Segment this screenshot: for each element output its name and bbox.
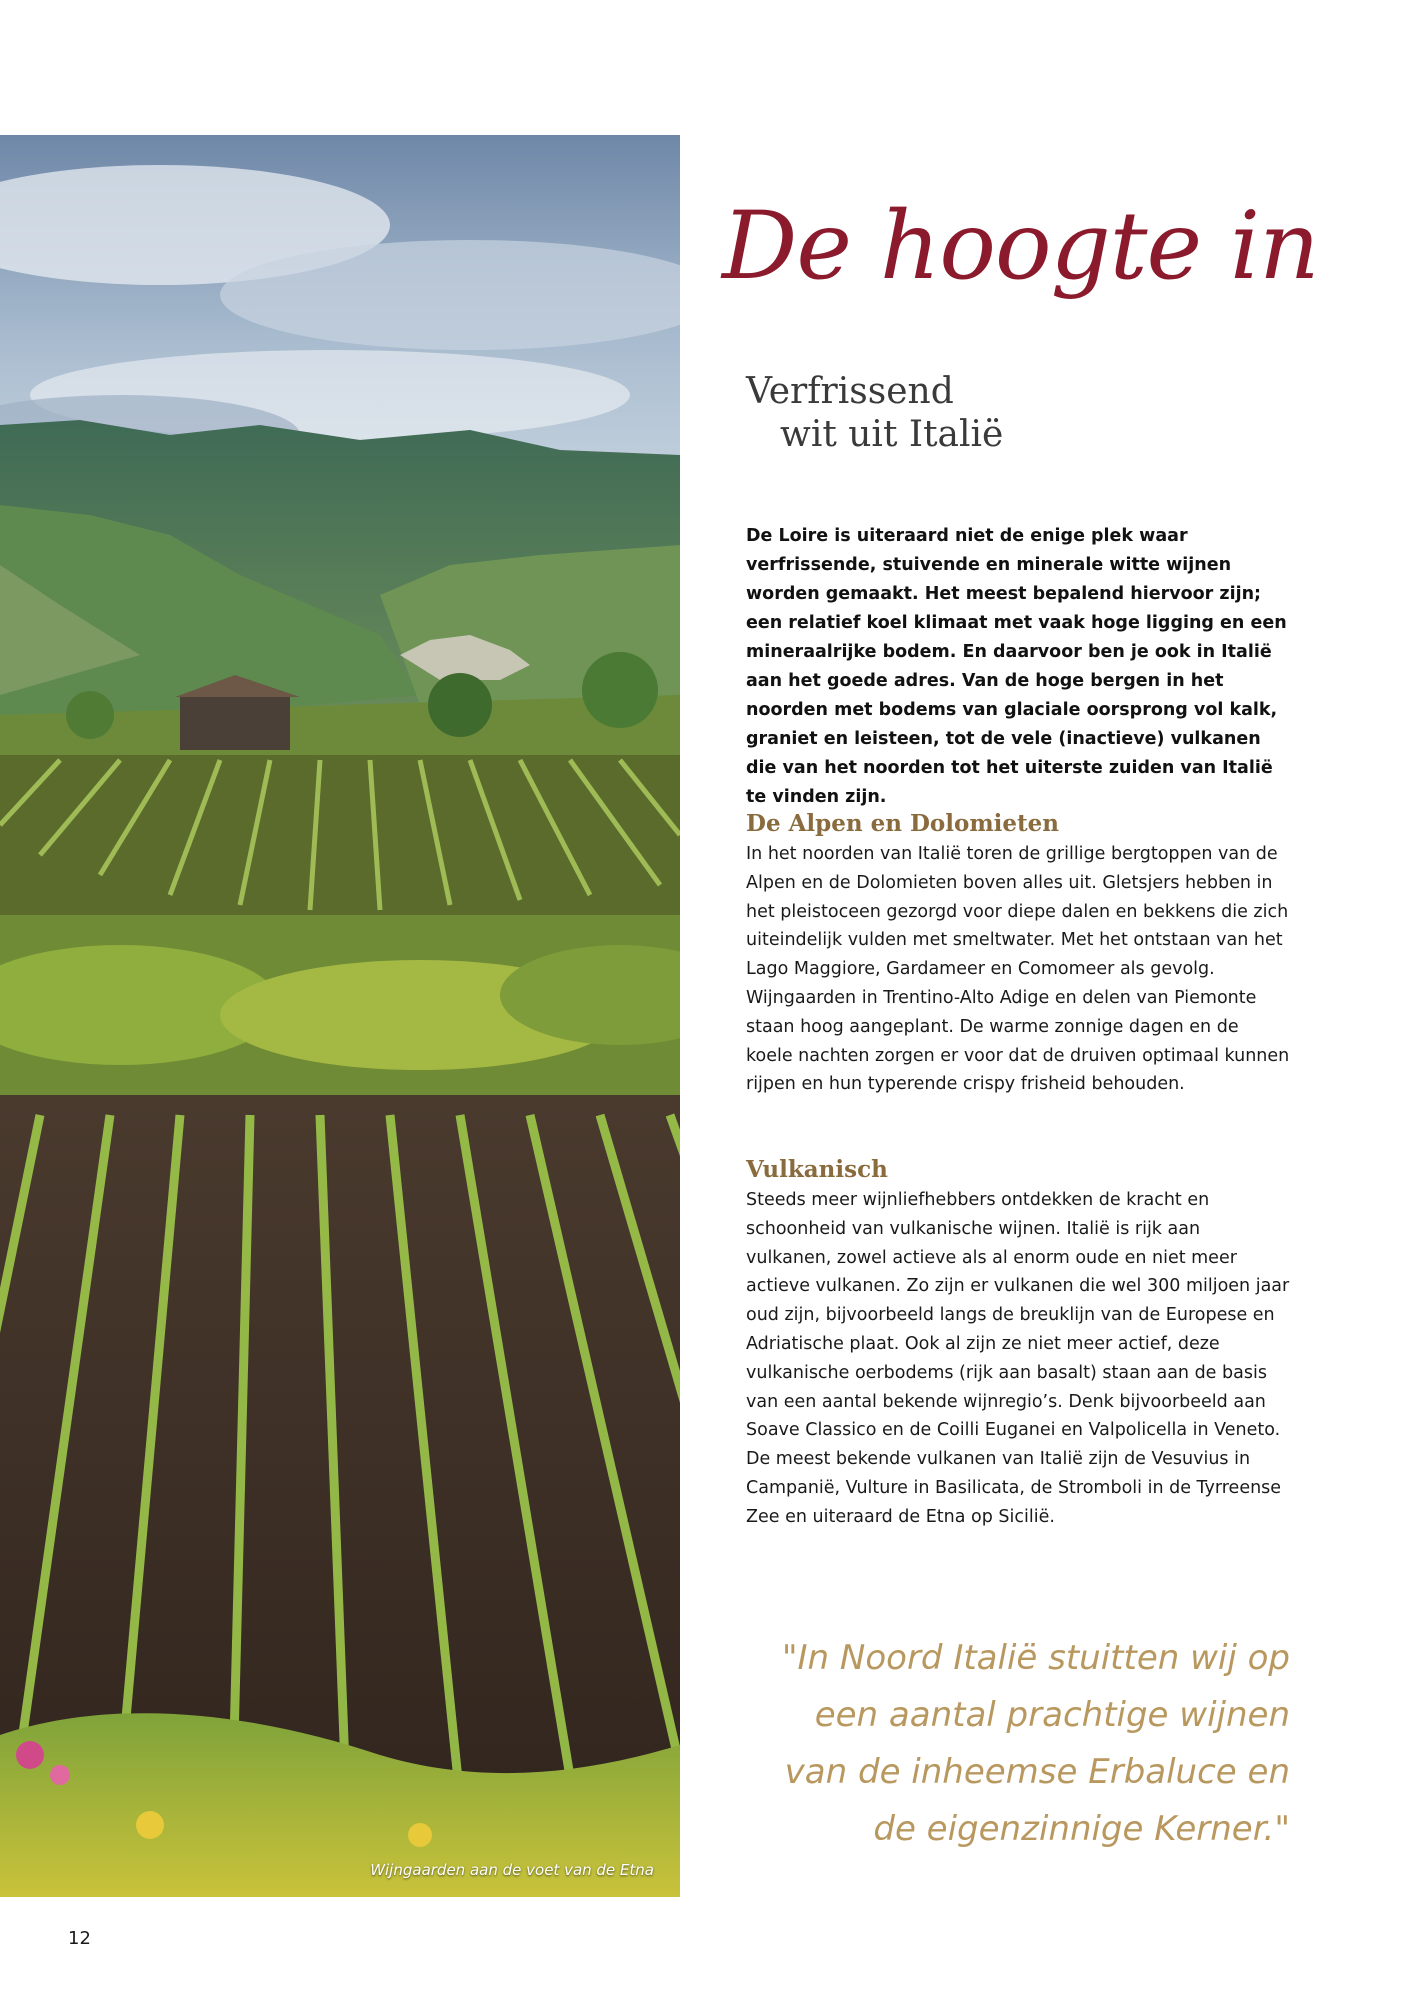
subtitle-line-1: Verfrissend [746,371,954,412]
pull-quote: "In Noord Italië stuitten wij op een aantal prachtige wijnen van de inheemse Erbaluce en de eigenzinnige Kerner." [781,1638,1290,1849]
photo-caption: Wijngaarden aan de voet van de Etna [370,1861,654,1879]
section-body: In het noorden van Italië toren de grillige bergtoppen van de Alpen en de Dolomieten boven alles uit. Gletsjers hebben in het pleistoceen gezorgd voor diepe dalen en bekkens die zich uiteindelijk vulden met smeltwater. Met het ontstaan van het Lago Maggiore, Gardameer en Comomeer als gevolg. Wijngaarden in Trentino-Alto Adige en delen van Piemonte staan hoog aangeplant. De warme zonnige dagen en de koele nachten zorgen er voor dat de druiven optimaal kunnen rijpen en hun typerende crispy frisheid behouden. [746,844,1290,1095]
page-number: 12 [68,1928,91,1949]
section-heading: De Alpen en Dolomieten [746,810,1060,837]
article-subtitle [746,370,1003,456]
section-body: Steeds meer wijnliefhebbers ontdekken de kracht en schoonheid van vulkanische wijnen. Italië is rijk aan vulkanen, zowel actieve als al enorm oude en niet meer actieve vulkanen. Zo zijn er vulkanen die wel 300 miljoen jaar oud zijn, bijvoorbeeld langs de breuklijn van de Europese en Adriatische plaat. Ook al zijn ze niet meer actief, deze vulkanische oerbodems (rijk aan basalt) staan aan de basis van een aantal bekende wijnregio’s. Denk bijvoorbeeld aan Soave Classico en de Coilli Euganei en Valpolicella in Veneto. De meest bekende vulkanen van Italië zijn de Vesuvius in Campanië, Vulture in Basilicata, de Stromboli in de Tyrreense Zee en uiteraard de Etna op Sicilië. [746,1190,1290,1527]
vineyard-landscape-image [0,135,680,1897]
article-title: De hoogte in [722,192,1319,301]
section-alpen-dolomieten [746,808,1290,1099]
section-heading: Vulkanisch [746,1156,888,1183]
subtitle-line-2: wit uit Italië [780,414,1004,456]
section-vulkanisch [746,1154,1290,1532]
intro-paragraph: De Loire is uiteraard niet de enige plek waar verfrissende, stuivende en minerale witte wijnen worden gemaakt. Het meest bepalend hiervoor zijn; een relatief koel klimaat met vaak hoge ligging en een mineraalrijke bodem. En daarvoor ben je ook in Italië aan het goede adres. Van de hoge bergen in het noorden met bodems van glaciale oorsprong vol kalk, graniet en leisteen, tot de vele (inactieve) vulkanen die van het noorden tot het uiterste zuiden van Italië te vinden zijn. [746,526,1287,807]
vineyard-photo [0,135,680,1897]
